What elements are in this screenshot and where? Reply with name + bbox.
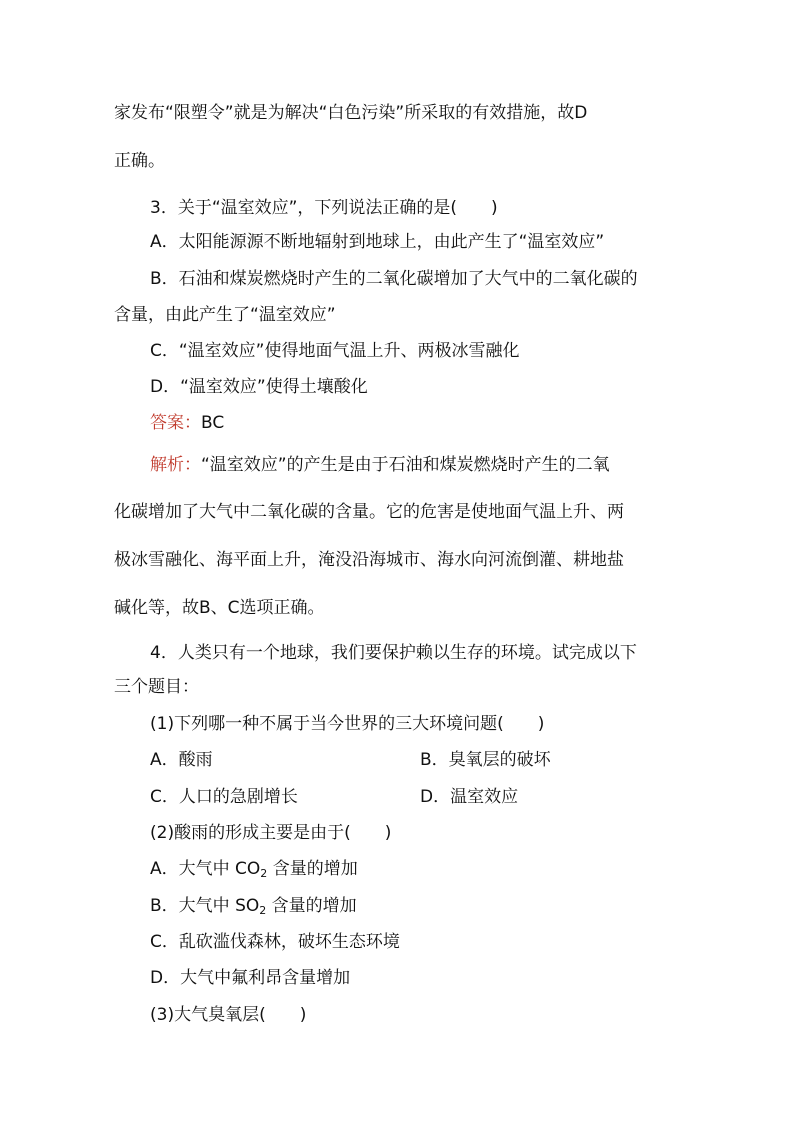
option-text: B．大气中 SO (150, 896, 260, 916)
question-3-option-b: B．石油和煤炭燃烧时产生的二氧化碳增加了大气中的二氧化碳的 (150, 269, 638, 289)
answer-value: BC (201, 413, 225, 433)
sub-question-3: (3)大气臭氧层( ) (150, 1005, 307, 1025)
sub-question-1: (1)下列哪一种不属于当今世界的三大环境问题( ) (150, 714, 545, 734)
sub-question-1-option-b: B．臭氧层的破坏 (420, 750, 551, 770)
sub-question-2-option-b (150, 894, 357, 923)
sub-question-1-row-cd (150, 785, 710, 809)
analysis-line (150, 453, 610, 477)
sub-question-1-option-d: D．温室效应 (420, 787, 519, 807)
sub-question-2-option-d: D．大气中氟利昂含量增加 (150, 968, 351, 988)
text-line: 家发布“限塑令”就是为解决“白色污染”所采取的有效措施，故D (114, 103, 588, 123)
analysis-text: 碱化等，故B、C选项正确。 (114, 598, 325, 618)
analysis-text: 极冰雪融化、海平面上升，淹没沿海城市、海水向河流倒灌、耕地盐 (114, 550, 624, 570)
sub-question-2-option-a (150, 857, 358, 886)
analysis-label: 解析： (150, 455, 201, 475)
question-3-stem: 3．关于“温室效应”，下列说法正确的是( ) (150, 198, 498, 218)
analysis-text: 化碳增加了大气中二氧化碳的含量。它的危害是使地面气温上升、两 (114, 502, 624, 522)
question-3-option-d: D．“温室效应”使得土壤酸化 (150, 377, 368, 397)
sub-question-2-option-c: C．乱砍滥伐森林，破坏生态环境 (150, 932, 400, 952)
text-line: 正确。 (114, 151, 165, 171)
question-3-option-a: A．太阳能源源不断地辐射到地球上，由此产生了“温室效应” (150, 232, 605, 252)
answer-label: 答案： (150, 413, 201, 433)
answer-line (150, 411, 224, 435)
sub-question-1-option-a: A．酸雨 (150, 750, 213, 770)
sub-question-2: (2)酸雨的形成主要是由于( ) (150, 823, 392, 843)
question-3-option-c: C．“温室效应”使得地面气温上升、两极冰雪融化 (150, 341, 520, 361)
option-text: A．大气中 CO (150, 859, 261, 879)
question-4-stem: 4．人类只有一个地球，我们要保护赖以生存的环境。试完成以下 (150, 643, 637, 663)
question-4-stem-cont: 三个题目： (114, 677, 199, 697)
option-text: 含量的增加 (267, 859, 358, 879)
option-text: 含量的增加 (266, 896, 357, 916)
sub-question-1-row-ab (150, 748, 710, 772)
question-3-option-b-cont: 含量，由此产生了“温室效应” (114, 305, 336, 325)
analysis-text: “温室效应”的产生是由于石油和煤炭燃烧时产生的二氧 (201, 455, 610, 475)
sub-question-1-option-c: C．人口的急剧增长 (150, 787, 298, 807)
subscript: 2 (260, 867, 268, 880)
subscript: 2 (259, 904, 267, 917)
